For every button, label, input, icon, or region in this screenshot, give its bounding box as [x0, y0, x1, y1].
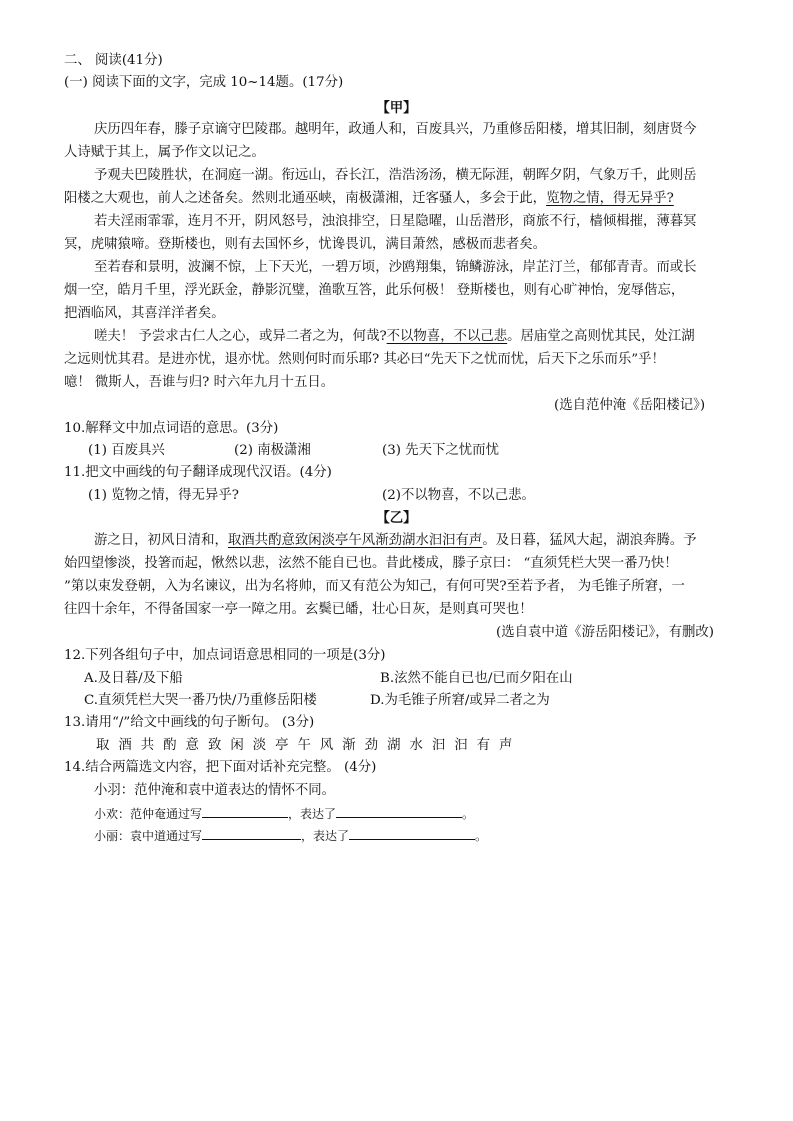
answer-blank[interactable]: [336, 803, 462, 818]
answer-blank[interactable]: [349, 825, 475, 840]
passage-a-line: 嗟夫！ 予尝求古仁人之心，或异二者之为，何哉?不以物喜，不以己悲。居庙堂之高则忧其民，处江湖: [94, 329, 695, 344]
question-14-intro: 小羽：范仲淹和袁中道表达的情怀不同。: [94, 783, 336, 798]
passage-b-header: 【乙】: [376, 510, 417, 526]
answer-blank[interactable]: [202, 803, 288, 818]
passage-b-line: ”第以束发登朝，入为名谏议，出为名将帅，而又有范公为知己，有何可哭?至若予者， 为毛锥子所窘，一: [64, 579, 685, 594]
question-13-stem: 13.请用“/”给文中画线的句子断句。 (3分): [64, 715, 315, 730]
passage-a-line: 噫！ 微斯人，吾谁与归? 时六年九月十五日。: [64, 375, 335, 390]
question-12-option-c: C.直须凭栏大哭一番乃快/乃重修岳阳楼: [84, 693, 317, 708]
answer-blank[interactable]: [202, 825, 301, 840]
question-10-stem: 10.解释文中加点词语的意思。(3分): [64, 421, 279, 436]
section-title: 二、 阅读(41分): [64, 53, 163, 68]
passage-b-source: (选自袁中道《游岳阳楼记》，有删改): [496, 625, 714, 640]
passage-a-source: (选自范仲淹《岳阳楼记》): [554, 398, 706, 413]
question-13-sentence: 取酒共酌意致闲淡亭午风渐劲湖水汩汩有声: [96, 738, 522, 753]
question-12-option-d: D.为毛锥子所窘/或异二者之为: [370, 693, 550, 708]
underlined-sentence-3: 取酒共酌意致闲淡亭午风渐劲湖水汩汩有声: [227, 533, 483, 548]
question-11-item: (2)不以物喜，不以己悲。: [382, 488, 535, 503]
passage-a-line: 烟一空，皓月千里，浮光跃金，静影沉璧，渔歌互答，此乐何极！ 登斯楼也，则有心旷神怡，宠辱偕忘，: [64, 283, 685, 298]
question-11-item: (1) 览物之情，得无异乎?: [88, 488, 239, 503]
answer-line-b: 小丽：袁中道通过写 ，表达了 。: [94, 825, 487, 847]
passage-b-line: 往四十余年，不得备国家一亭一障之用。玄鬓已皤，壮心日灰，是则真可哭也！: [64, 602, 533, 617]
underlined-sentence-2: 不以物喜，不以己悲: [386, 329, 508, 344]
question-10-item: (1) 百废具兴: [88, 443, 165, 458]
question-11-stem: 11.把文中画线的句子翻译成现代汉语。(4分): [64, 465, 332, 480]
passage-a-line: 予观夫巴陵胜状，在洞庭一湖。衔远山，吞长江，浩浩汤汤，横无际涯，朝晖夕阴，气象万千，此则岳: [94, 168, 697, 183]
question-12-stem: 12.下列各组句子中，加点词语意思相同的一项是(3分): [64, 648, 386, 663]
passage-a-line: 庆历四年春，滕子京谪守巴陵郡。越明年，政通人和，百废具兴，乃重修岳阳楼，增其旧制，刻唐贤今: [94, 122, 697, 137]
passage-b-line: 始四望惨淡，投箸而起，愀然以悲，泫然不能自已也。昔此楼成，滕子京曰： “直须凭栏大哭一番乃快！: [64, 556, 678, 571]
passage-a-line: 冥，虎啸猿啼。登斯楼也，则有去国怀乡，忧谗畏讥，满目萧然，感极而悲者矣。: [64, 237, 547, 252]
passage-a-line: 把酒临风，其喜洋洋者矣。: [64, 306, 225, 321]
question-10-item: (2) 南极潇湘: [234, 443, 311, 458]
question-12-option-b: B.泫然不能自已也/已而夕阳在山: [380, 671, 573, 686]
question-14-stem: 14.结合两篇选文内容，把下面对话补充完整。 (4分): [64, 760, 377, 775]
passage-a-line: 若夫淫雨霏霏，连月不开，阴风怒号，浊浪排空，日星隐曜，山岳潜形，商旅不行，樯倾楫摧，薄暮冥: [94, 214, 697, 229]
section-instruction: (一) 阅读下面的文字，完成 10~14题。(17分): [64, 75, 344, 90]
passage-a-line: 人诗赋于其上，属予作文以记之。: [64, 145, 265, 160]
question-12-option-a: A.及日暮/及下船: [84, 671, 183, 686]
passage-a-line: 至若春和景明，波澜不惊，上下天光，一碧万顷，沙鸥翔集，锦鳞游泳，岸芷汀兰，郁郁青青。而或长: [94, 260, 697, 275]
answer-line-a: 小欢：范仲奄通过写 ，表达了 。: [94, 803, 474, 825]
question-10-item: (3) 先天下之忧而忧: [382, 443, 499, 458]
passage-a-line: 阳楼之大观也，前人之述备矣。然则北通巫峡，南极潇湘，迁客骚人，多会于此，览物之情，得无异乎?: [64, 191, 674, 206]
passage-a-line: 之远则忧其君。是进亦忧，退亦忧。然则何时而乐耶? 其必曰“先天下之忧而忧，后天下之乐而乐”乎！: [64, 352, 665, 367]
passage-a-header: 【甲】: [376, 100, 417, 116]
passage-b-line: 游之日，初风日清和，取酒共酌意致闲淡亭午风渐劲湖水汩汩有声。及日暮，猛风大起，湖浪奔腾。予: [94, 533, 697, 548]
underlined-sentence-1: 览物之情，得无异乎?: [546, 191, 674, 206]
